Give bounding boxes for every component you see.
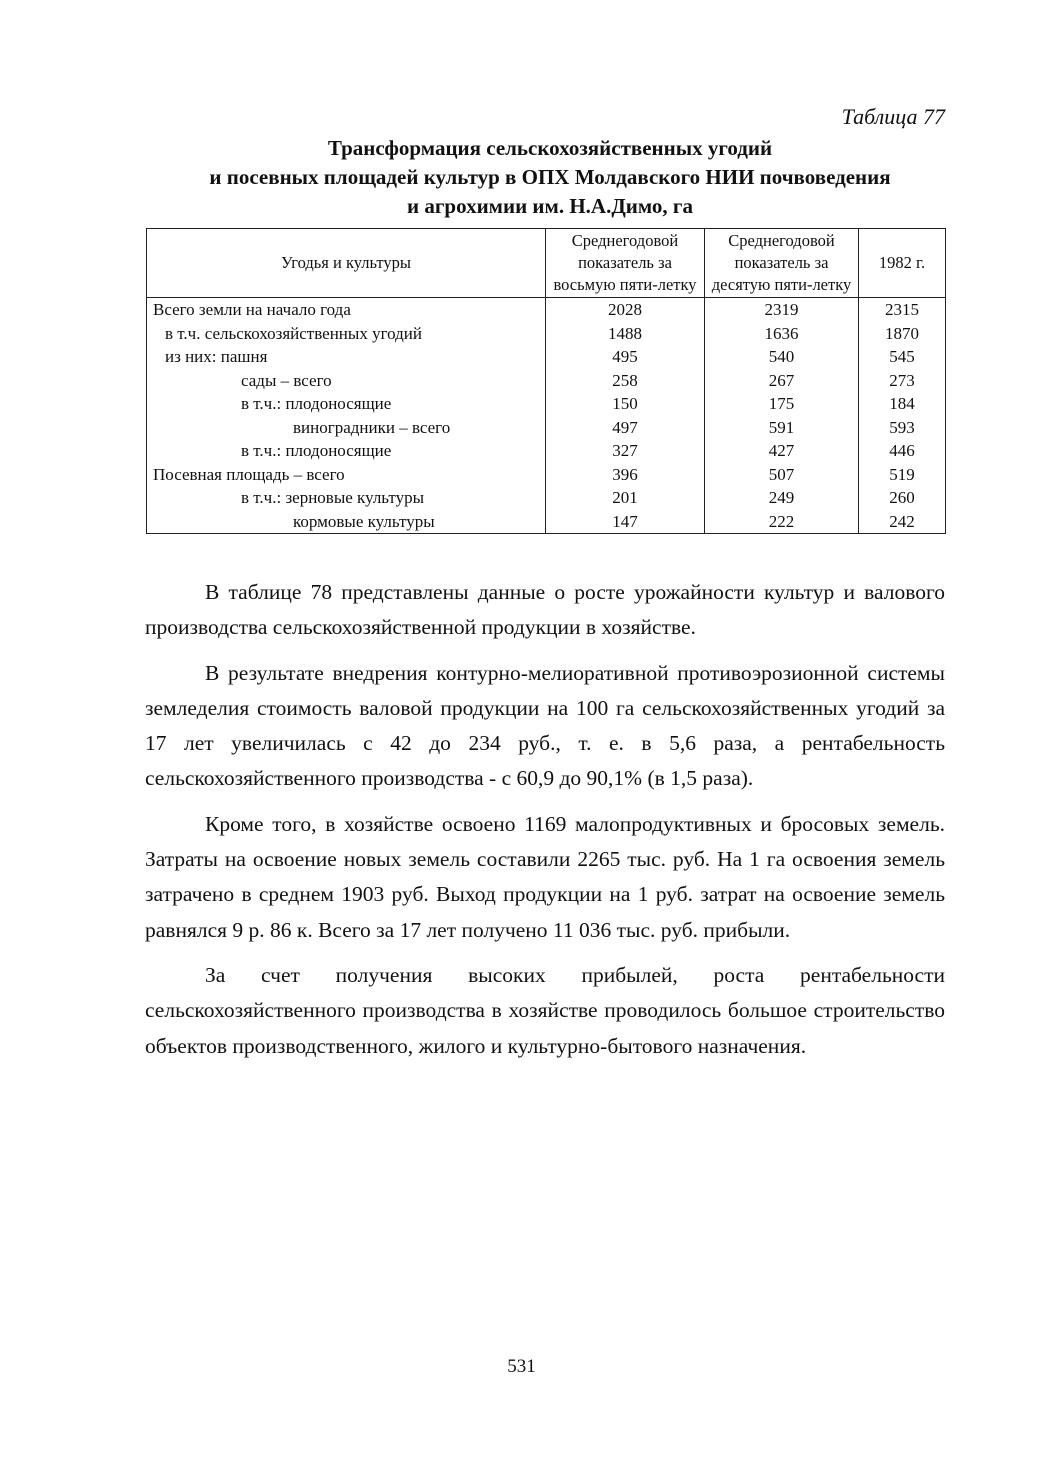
paragraph: В результате внедрения контурно-мелиоративной противоэрозионной системы земледелия стоимость валовой продукции на 100 га сельскохозяйственных угодий за 17 лет увеличилась с 42 до 234 руб., т. е. в 5,6 раза, а рентабельность сельскохозяйственного производства - с 60,9 до 90,1% (в 1,5 раза).	[145, 660, 945, 791]
paragraph: Кроме того, в хозяйстве освоено 1169 малопродуктивных и бросовых земель. Затраты на освоение новых земель составили 2265 тыс. руб. На 1 га освоения земель затрачено в среднем 1903 руб. Выход продукции на 1 руб. затрат на освоение земель равнялся 9 р. 86 к. Всего за 17 лет получено 11 036 тыс. руб. прибыли.	[145, 811, 945, 942]
cell-1982: 446	[859, 439, 946, 463]
cell-1982: 273	[859, 369, 946, 393]
cell-tenth: 507	[705, 463, 859, 487]
table-row	[147, 416, 946, 440]
header-1982: 1982 г.	[859, 229, 946, 298]
table-row	[147, 392, 946, 416]
row-label: в т.ч.: зерновые культуры	[147, 486, 546, 510]
cell-tenth: 249	[705, 486, 859, 510]
row-label: Всего земли на начало года	[147, 298, 546, 322]
table-row	[147, 345, 946, 369]
row-label: в т.ч.: плодоносящие	[147, 392, 546, 416]
row-label: кормовые культуры	[147, 510, 546, 534]
table-title	[140, 134, 960, 221]
row-label: сады – всего	[147, 369, 546, 393]
table-row	[147, 369, 946, 393]
cell-eighth: 2028	[546, 298, 705, 322]
paragraph: За счет получения высоких прибылей, роста рентабельности сельскохозяйственного производства в хозяйстве проводилось большое строительство объектов производственного, жилого и культурно-бытового назначения.	[145, 962, 945, 1058]
cell-1982: 545	[859, 345, 946, 369]
row-label: Посевная площадь – всего	[147, 463, 546, 487]
title-line: Трансформация сельскохозяйственных угодий	[327, 136, 773, 160]
header-eighth-five-year: Среднегодовой показатель за восьмую пяти-летку	[546, 229, 705, 298]
land-use-table	[146, 228, 946, 534]
header-land-type: Угодья и культуры	[147, 229, 546, 298]
cell-tenth: 175	[705, 392, 859, 416]
cell-eighth: 201	[546, 486, 705, 510]
cell-tenth: 540	[705, 345, 859, 369]
cell-eighth: 327	[546, 439, 705, 463]
table-row	[147, 486, 946, 510]
cell-eighth: 147	[546, 510, 705, 534]
cell-tenth: 1636	[705, 322, 859, 346]
cell-1982: 2315	[859, 298, 946, 322]
cell-1982: 1870	[859, 322, 946, 346]
table-header-row	[147, 229, 946, 298]
cell-tenth: 591	[705, 416, 859, 440]
table-row	[147, 298, 946, 322]
cell-1982: 242	[859, 510, 946, 534]
cell-eighth: 497	[546, 416, 705, 440]
cell-1982: 184	[859, 392, 946, 416]
row-label: виноградники – всего	[147, 416, 546, 440]
cell-1982: 519	[859, 463, 946, 487]
table-row	[147, 510, 946, 534]
table-row	[147, 439, 946, 463]
body-text	[145, 575, 945, 1074]
row-label: в т.ч. сельскохозяйственных угодий	[147, 322, 546, 346]
page-number: 531	[507, 1356, 536, 1377]
row-label: из них: пашня	[147, 345, 546, 369]
title-line: и агрохимии им. Н.А.Димо, га	[407, 194, 693, 218]
cell-1982: 593	[859, 416, 946, 440]
cell-eighth: 150	[546, 392, 705, 416]
paragraph: В таблице 78 представлены данные о росте урожайности культур и валового производства сельскохозяйственной продукции в хозяйстве.	[145, 580, 945, 640]
cell-eighth: 495	[546, 345, 705, 369]
cell-eighth: 1488	[546, 322, 705, 346]
row-label: в т.ч.: плодоносящие	[147, 439, 546, 463]
table-label: Таблица 77	[841, 104, 945, 129]
header-tenth-five-year: Среднегодовой показатель за десятую пяти-летку	[705, 229, 859, 298]
title-line: и посевных площадей культур в ОПХ Молдавского НИИ почвоведения	[209, 165, 891, 189]
cell-1982: 260	[859, 486, 946, 510]
cell-eighth: 258	[546, 369, 705, 393]
table-row	[147, 322, 946, 346]
table-row	[147, 463, 946, 487]
cell-tenth: 427	[705, 439, 859, 463]
cell-tenth: 2319	[705, 298, 859, 322]
cell-tenth: 267	[705, 369, 859, 393]
cell-tenth: 222	[705, 510, 859, 534]
cell-eighth: 396	[546, 463, 705, 487]
